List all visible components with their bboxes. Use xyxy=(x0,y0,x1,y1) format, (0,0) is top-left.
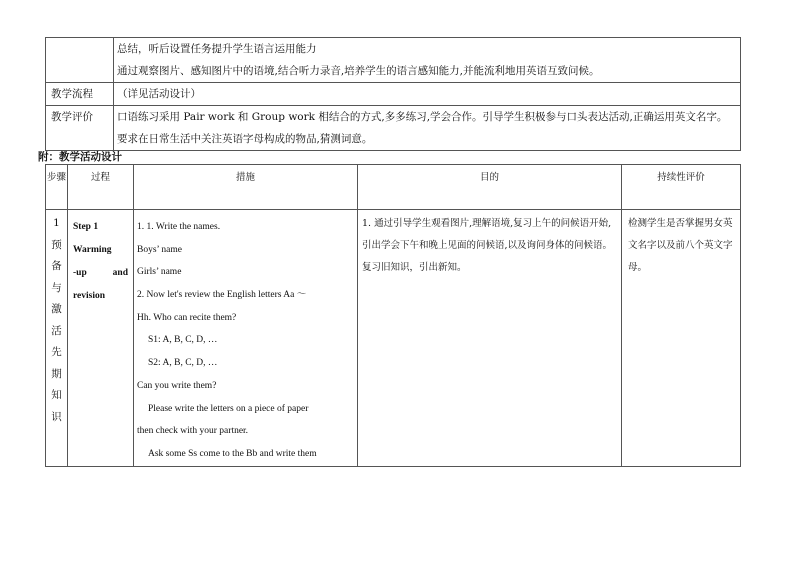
measure-line: Girls’ name xyxy=(137,267,182,278)
table-row xyxy=(46,106,741,151)
evaluation-cell: 检测学生是否掌握男女英文名字以及前八个英文字母。 xyxy=(622,210,741,467)
table-row xyxy=(46,210,741,467)
header-process: 过程 xyxy=(68,165,134,210)
activity-design-table xyxy=(45,164,741,467)
row-content xyxy=(114,38,741,83)
measure-line: Please write the letters on a piece of paper xyxy=(148,403,309,414)
step-char: 备 xyxy=(51,260,62,272)
measure-line: S2: A, B, C, D, … xyxy=(148,358,218,369)
measure-line: Can you write them? xyxy=(137,380,217,391)
step-char: 识 xyxy=(51,410,62,423)
goal-cell: 1. 通过引导学生观看图片,理解语境,复习上午的问候语开始,引出学会下午和晚上见面的问候语,以及询问身体的问候语。复习旧知识，引出新知。 xyxy=(358,210,622,467)
header-row xyxy=(46,165,741,210)
step-char: 先 xyxy=(51,346,62,358)
step-cell xyxy=(46,210,68,467)
measure-line: 1. 1. Write the names. xyxy=(137,222,221,232)
content-line: 通过观察图片、感知图片中的语境,结合听力录音,培养学生的语言感知能力,并能流利地用英语互致问候。 xyxy=(117,65,600,77)
appendix-title: 附：教学活动设计 xyxy=(38,151,122,163)
process-line: Step 1 xyxy=(73,222,99,232)
row-label: 教学流程 xyxy=(46,83,114,106)
header-goal: 目的 xyxy=(358,165,622,210)
step-char: 与 xyxy=(51,281,62,294)
process-line xyxy=(73,262,133,285)
header-step: 步骤 xyxy=(46,165,68,210)
row-content xyxy=(114,83,741,106)
process-line: Warming xyxy=(73,245,112,255)
table-row xyxy=(46,38,741,83)
measure-line: 2. Now let's review the English letters Aa ～ xyxy=(137,290,307,301)
step-char: 预 xyxy=(51,238,62,251)
measure-line: S1: A, B, C, D, … xyxy=(148,335,218,346)
process-cell xyxy=(68,210,134,467)
measure-line: Boys’ name xyxy=(137,244,182,255)
content-line: 总结，听后设置任务提升学生语言运用能力 xyxy=(117,43,317,55)
process-word: -up xyxy=(73,268,87,278)
content-line: （详见活动设计） xyxy=(117,88,201,100)
content-line: 口语练习采用 Pair work 和 Group work 相结合的方式,多多练习,学会合作。引导学生积极参与口头表达活动,正确运用英文名字。 xyxy=(117,111,728,123)
measure-line: Ask some Ss come to the Bb and write them xyxy=(148,448,317,459)
process-line: revision xyxy=(73,291,106,301)
row-content xyxy=(114,106,741,151)
step-char: 激 xyxy=(51,303,62,315)
table-row xyxy=(46,83,741,106)
measures-cell xyxy=(134,210,358,467)
measure-line: then check with your partner. xyxy=(137,426,249,437)
header-measures: 措施 xyxy=(134,165,358,210)
step-char: 活 xyxy=(51,324,62,337)
content-line: 要求在日常生活中关注英语字母构成的物品,猜测词意。 xyxy=(117,133,373,145)
step-char: 知 xyxy=(51,389,62,401)
header-evaluation: 持续性评价 xyxy=(622,165,741,210)
lesson-info-table xyxy=(45,37,741,151)
row-label xyxy=(46,38,114,83)
row-label: 教学评价 xyxy=(46,106,114,151)
measure-line: Hh. Who can recite them? xyxy=(137,312,237,323)
step-char: 期 xyxy=(51,367,62,380)
step-char: 1 xyxy=(53,217,60,229)
process-word: and xyxy=(112,268,128,278)
